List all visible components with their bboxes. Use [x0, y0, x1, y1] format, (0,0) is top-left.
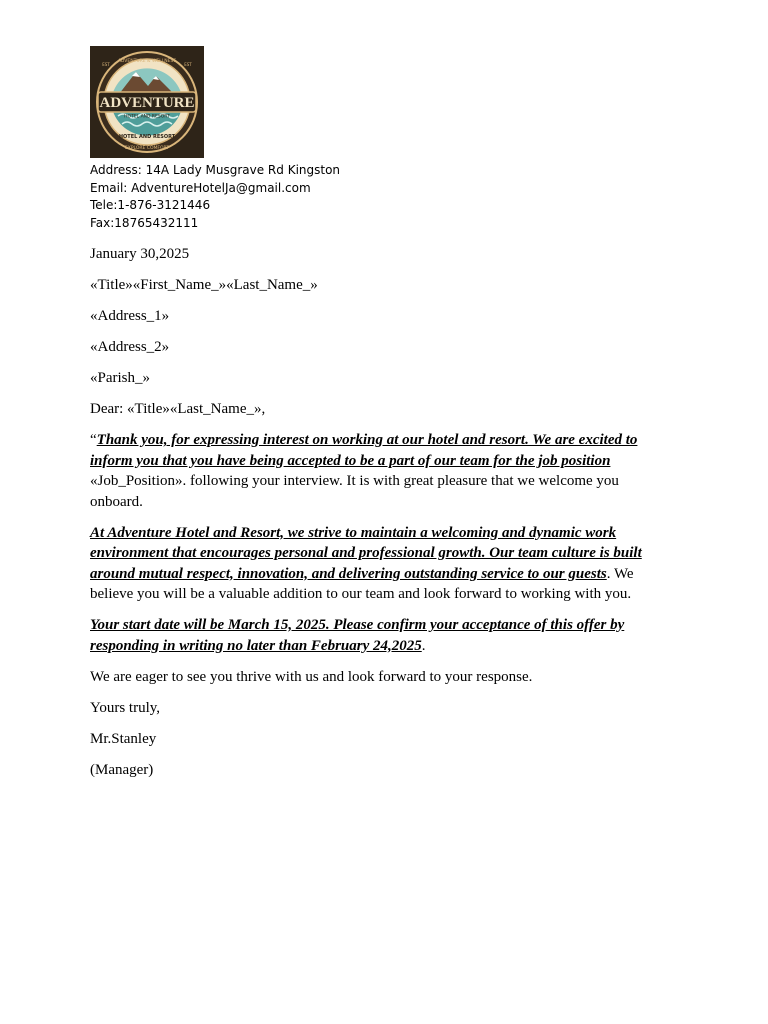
- logo-motto: EXPLORE COMFORT: [124, 146, 170, 151]
- letter-body: [90, 244, 660, 780]
- logo-ribbon: HOTEL AND RESORT: [118, 134, 176, 140]
- hotel-logo-emblem: [90, 46, 204, 158]
- recipient-parish: «Parish_»: [90, 370, 150, 386]
- contact-fax: Fax:18765432111: [90, 215, 199, 230]
- paragraph-3-rest: .: [421, 637, 426, 654]
- contact-tele: Tele:1-876-3121446: [90, 198, 211, 212]
- recipient-address-2: «Address_2»: [90, 339, 170, 355]
- salutation: Dear: «Title»«Last_Name_»,: [90, 401, 266, 417]
- letter-page: [90, 46, 660, 791]
- logo-top-text: ADVENTURE & WELLNESS: [117, 59, 177, 64]
- paragraph-1-rest: «Job_Position». following your interview. It is with great pleasure that we welcome you onboard.: [90, 473, 619, 510]
- logo-sub: HOTEL AND RESORT: [124, 114, 170, 120]
- recipient-address-1: «Address_1»: [90, 308, 170, 324]
- paragraph-2: [90, 523, 660, 605]
- paragraph-1-emphasis: Thank you, for expressing interest on working at our hotel and resort. We are excited to inform you that you have being accepted to be a part of our team for the job position: [90, 432, 638, 469]
- closing: Yours truly,: [90, 699, 161, 716]
- contact-address: Address: 14A Lady Musgrave Rd Kingston: [90, 163, 341, 177]
- logo-right-year: EST: [184, 62, 192, 67]
- paragraph-3-emphasis: Your start date will be March 15, 2025. Please confirm your acceptance of this offer by responding in writing no later than February 24,2025: [90, 617, 625, 654]
- logo-left-year: EST: [102, 62, 110, 67]
- opening-quote: “: [90, 432, 97, 448]
- signature: Mr.Stanley: [90, 730, 157, 747]
- paragraph-4: We are eager to see you thrive with us and look forward to your response.: [90, 668, 533, 685]
- paragraph-1: [90, 430, 660, 512]
- hotel-logo: [90, 46, 204, 158]
- contact-block: [90, 162, 660, 232]
- signer-title: (Manager): [90, 761, 154, 778]
- paragraph-3: [90, 615, 660, 656]
- letter-date: January 30,2025: [90, 246, 190, 262]
- paragraph-2-emphasis: At Adventure Hotel and Resort, we strive to maintain a welcoming and dynamic work environment that encourages personal and professional growth. Our team culture is built around mutual respect, innovation, and delivering outstanding service to our guests: [90, 524, 642, 582]
- contact-email: Email: AdventureHotelJa@gmail.com: [90, 180, 311, 195]
- recipient-name: «Title»«First_Name_»«Last_Name_»: [90, 277, 318, 293]
- paragraph-2-rest: . We believe you will be a valuable addition to our team and look forward to working with you.: [90, 565, 634, 602]
- logo-name: ADVENTURE: [99, 95, 195, 111]
